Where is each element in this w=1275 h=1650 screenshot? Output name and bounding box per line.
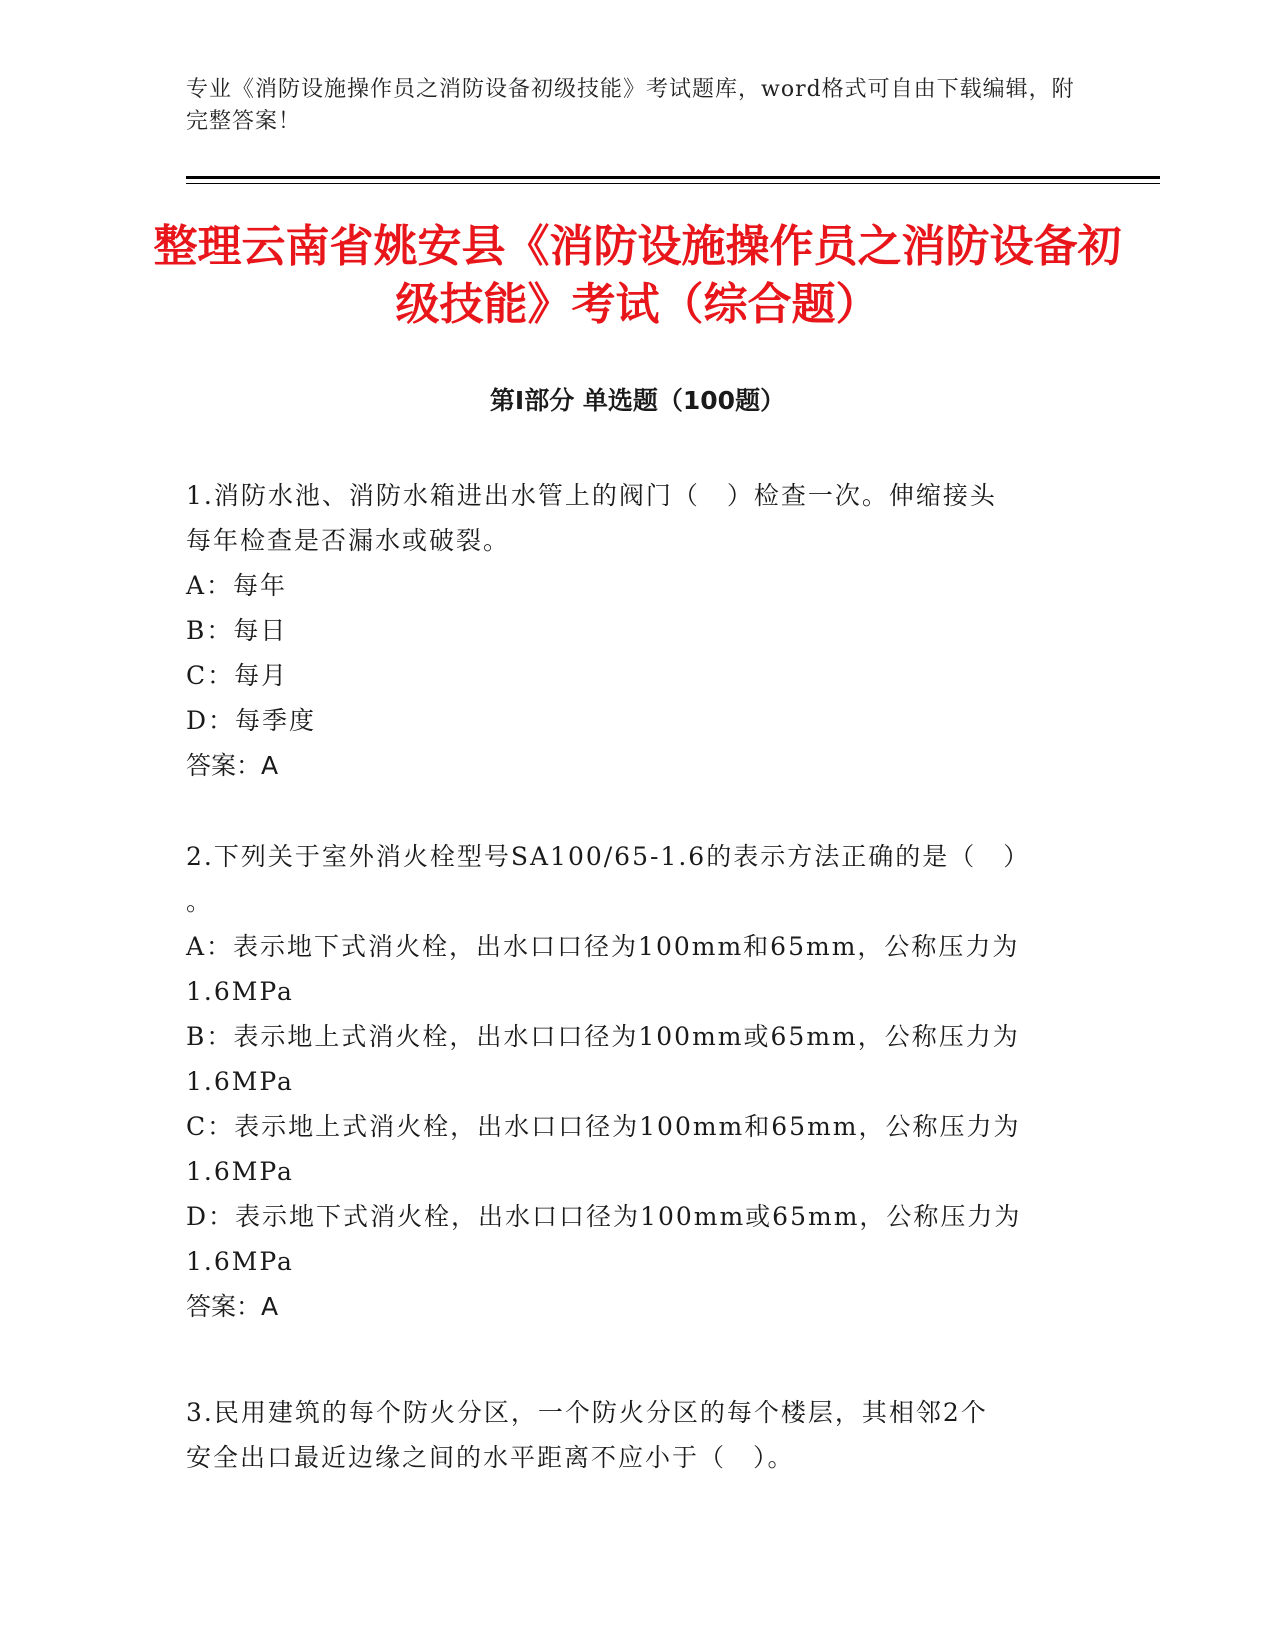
answer: 答案：A [186,1292,279,1321]
option-b: B：每日 [186,616,288,645]
document-title: 整理云南省姚安县《消防设施操作员之消防设备初级技能》考试（综合题） [153,221,1122,330]
option-c: C：每月 [186,661,289,690]
question-stem-line: 安全出口最近边缘之间的水平距离不应小于（ ）。 [186,1443,795,1472]
answer: 答案：A [186,751,279,780]
header-rule-thick [186,176,1160,179]
question-1 [186,473,1066,788]
header-rule-thin [186,183,1160,184]
question-stem-line: 。 [186,887,214,916]
option-a: A：表示地下式消火栓，出水口口径为100mm和65mm，公称压力为 [186,932,1020,961]
header-note: 专业《消防设施操作员之消防设备初级技能》考试题库，word格式可自由下载编辑，附完整答案！ [186,77,1075,134]
question-stem-line: 每年检查是否漏水或破裂。 [186,526,511,555]
question-3 [186,1390,1066,1480]
question-2 [186,834,1066,1329]
option-c: C：表示地上式消火栓，出水口口径为100mm和65mm，公称压力为 [186,1112,1021,1141]
option-d: D：表示地下式消火栓，出水口口径为100mm或65mm，公称压力为 [186,1202,1022,1231]
option-c-continued: 1.6MPa [186,1157,294,1186]
question-stem-line: 2.下列关于室外消火栓型号SA100/65-1.6的表示方法正确的是（ ） [186,842,1031,871]
option-d-continued: 1.6MPa [186,1247,294,1276]
option-d: D：每季度 [186,706,317,735]
section-title: 第Ⅰ部分 单选题（100题） [489,386,786,415]
option-a-continued: 1.6MPa [186,977,294,1006]
option-b-continued: 1.6MPa [186,1067,294,1096]
option-b: B：表示地上式消火栓，出水口口径为100mm或65mm，公称压力为 [186,1022,1020,1051]
question-stem-line: 1.消防水池、消防水箱进出水管上的阀门（ ）检查一次。伸缩接头 [186,481,997,510]
question-stem-line: 3.民用建筑的每个防火分区，一个防火分区的每个楼层，其相邻2个 [186,1398,988,1427]
option-a: A：每年 [186,571,288,600]
